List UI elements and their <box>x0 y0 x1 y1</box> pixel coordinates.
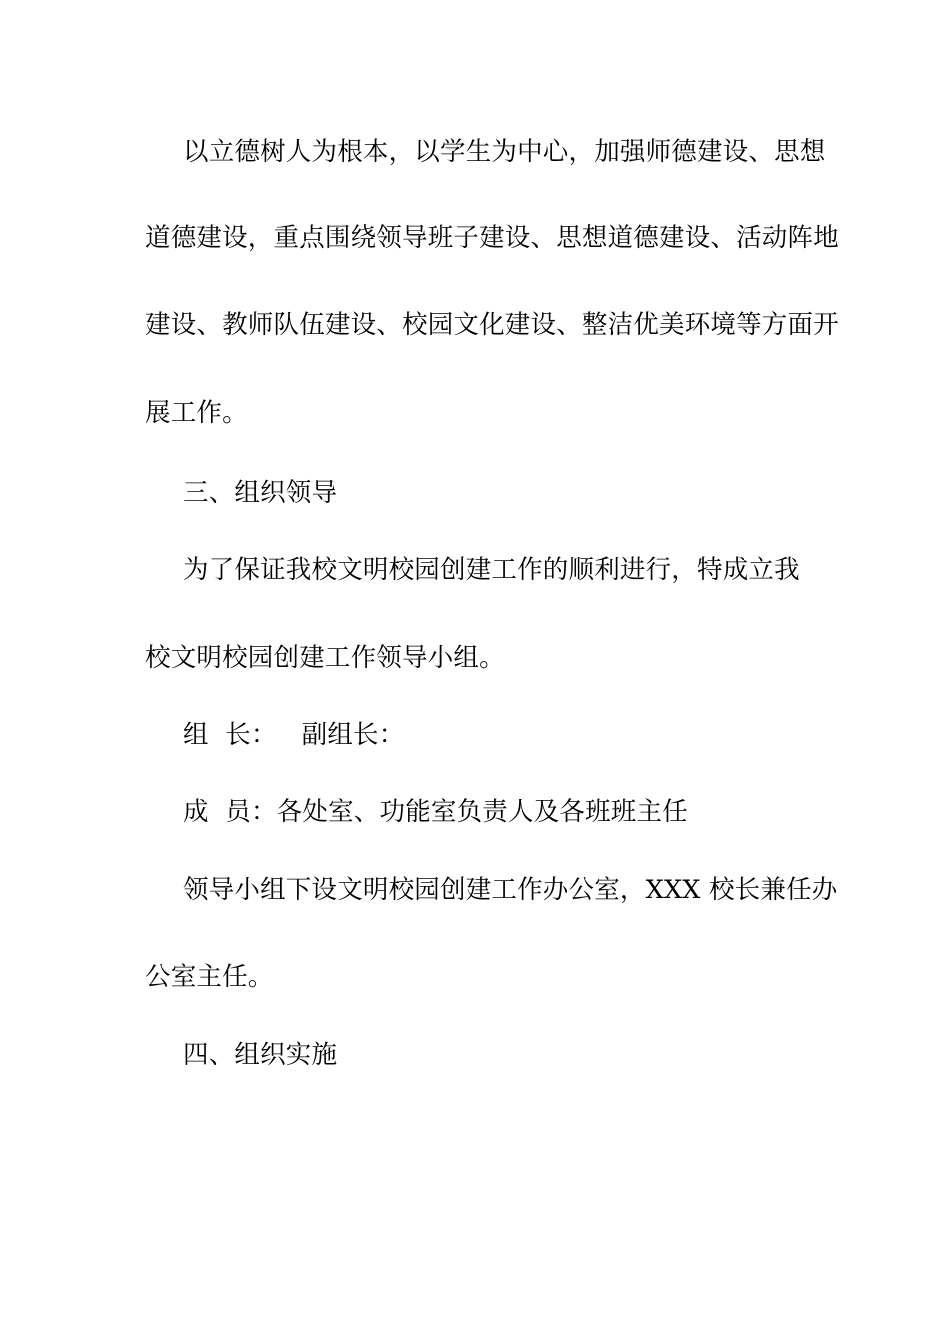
paragraph-line: 校文明校园创建工作领导小组。 <box>145 643 505 673</box>
paragraph-line: 建设、教师队伍建设、校园文化建设、整洁优美环境等方面开 <box>145 310 839 340</box>
paragraph-line: 领导小组下设文明校园创建工作办公室，XXX 校长兼任办 <box>183 875 838 905</box>
section-heading: 三、组织领导 <box>183 478 338 508</box>
paragraph-line: 展工作。 <box>145 398 248 428</box>
paragraph-line: 道德建设，重点围绕领导班子建设、思想道德建设、活动阵地 <box>145 223 839 253</box>
members-line: 成 员：各处室、功能室负责人及各班班主任 <box>183 797 688 827</box>
leader-line: 组 长： 副组长： <box>183 720 405 750</box>
section-heading: 四、组织实施 <box>183 1040 338 1070</box>
paragraph-line: 以立德树人为根本，以学生为中心，加强师德建设、思想 <box>183 137 826 167</box>
paragraph-line: 公室主任。 <box>145 962 274 992</box>
paragraph-line: 为了保证我校文明校园创建工作的顺利进行，特成立我 <box>183 555 800 585</box>
